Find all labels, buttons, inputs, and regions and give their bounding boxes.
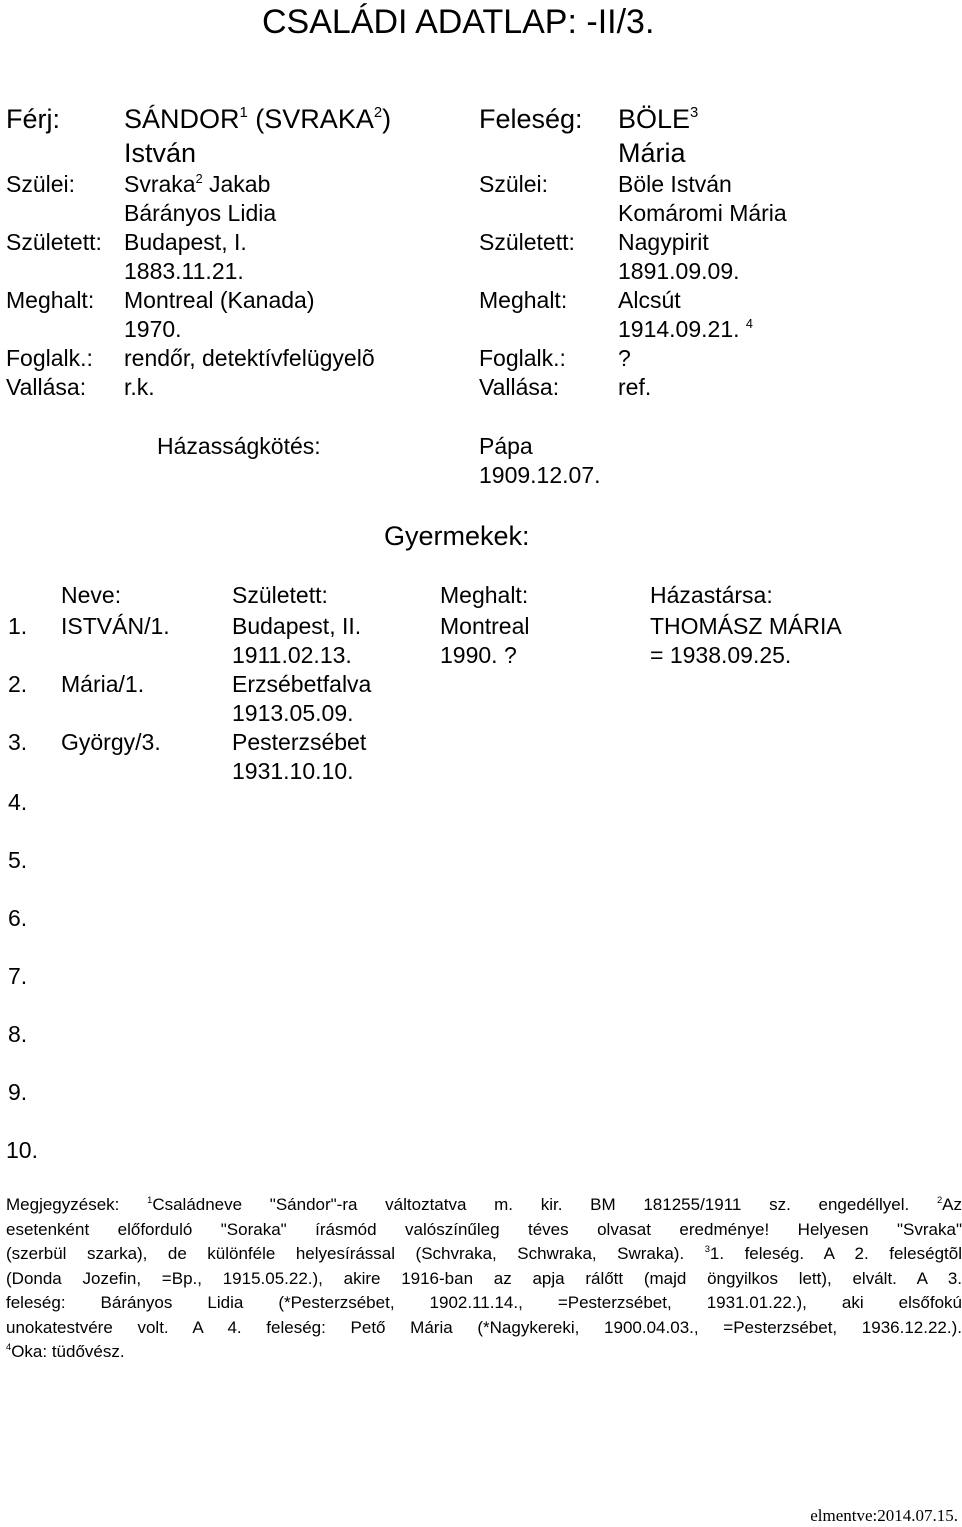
marriage-place: Pápa — [479, 433, 533, 459]
saved-date: elmentve:2014.07.15. — [810, 1506, 958, 1525]
child-1-died-date: 1990. ? — [440, 642, 517, 668]
wife-parents-label: Szülei: — [479, 171, 549, 197]
husband-religion: r.k. — [124, 374, 155, 400]
husband-died-place: Montreal (Kanada) — [124, 287, 315, 313]
child-2-born-date: 1913.05.09. — [232, 700, 354, 726]
child-3-born-place: Pesterzsébet — [232, 729, 367, 755]
child-3-name: György/3. — [61, 729, 161, 755]
col-header-born: Született: — [232, 582, 328, 608]
husband-occupation: rendőr, detektívfelügyelõ — [124, 345, 375, 371]
wife-died-label: Meghalt: — [479, 287, 568, 313]
husband-name-line1: SÁNDOR$^1$ (SVRAKA$^2$) — [124, 104, 392, 134]
child-1-died-place: Montreal — [440, 613, 530, 639]
child-2-num: 2. — [8, 671, 28, 697]
notes — [6, 1193, 962, 1365]
husband-born-place: Budapest, I. — [124, 229, 247, 255]
child-4-num: 4. — [8, 789, 28, 815]
col-header-died: Meghalt: — [440, 582, 529, 608]
husband-occupation-label: Foglalk.: — [6, 345, 93, 371]
husband-name-line2: István — [124, 138, 197, 168]
child-5-num: 5. — [8, 847, 28, 873]
wife-occupation-label: Foglalk.: — [479, 345, 566, 371]
child-6-num: 6. — [8, 905, 28, 931]
child-1-num: 1. — [8, 613, 28, 639]
notes-line-4: (Donda Jozefin, =Bp., 1915.05.22.), akire 1916-ban az apja rálőtt (majd öngyilkos lett), elvált. A 3. — [6, 1268, 962, 1288]
col-header-spouse: Házastársa: — [650, 582, 773, 608]
husband-father: Svraka$^2$ Jakab — [124, 171, 271, 197]
child-9-num: 9. — [8, 1079, 28, 1105]
notes-line-2: esetenként előforduló "Soraka" írásmód valószínűleg téves olvasat eredménye! Helyesen "Svraka" — [6, 1219, 962, 1239]
child-3-num: 3. — [8, 729, 28, 755]
husband-died-date: 1970. — [124, 316, 182, 342]
child-1-spouse-date: = 1938.09.25. — [650, 642, 792, 668]
child-2-name: Mária/1. — [61, 671, 145, 697]
wife-religion: ref. — [618, 374, 652, 400]
wife-born-place: Nagypirit — [618, 229, 709, 255]
wife-father: Böle István — [618, 171, 732, 197]
child-2-born-place: Erzsébetfalva — [232, 671, 372, 697]
wife-name-line2: Mária — [618, 138, 686, 168]
wife-label: Feleség: — [479, 104, 583, 134]
notes-line-1: Megjegyzések: $^1$Családneve "Sándor"-ra változtatva m. kir. BM 181255/1911 sz. engedéllyel. $^2$Az — [6, 1195, 962, 1214]
child-3-born-date: 1931.10.10. — [232, 758, 354, 784]
child-1-born-place: Budapest, II. — [232, 613, 362, 639]
child-10-num: 10. — [6, 1137, 38, 1163]
wife-mother: Komáromi Mária — [618, 200, 787, 226]
notes-line-5: feleség: Bárányos Lidia (*Pesterzsébet, 1902.11.14., =Pesterzsébet, 1931.01.22.), aki elsőfokú — [6, 1293, 962, 1312]
wife-name-line1: BÖLE$^3$ — [618, 104, 699, 134]
husband-born-date: 1883.11.21. — [124, 258, 244, 284]
notes-line-7: $^4$Oka: tüdővész. — [6, 1342, 125, 1361]
wife-born-label: Született: — [479, 229, 575, 255]
page-title: CSALÁDI ADATLAP: -II/3. — [262, 3, 655, 41]
marriage-label: Házasságkötés: — [157, 433, 321, 459]
wife-born-date: 1891.09.09. — [618, 258, 740, 284]
wife-died-place: Alcsút — [618, 287, 681, 313]
husband-religion-label: Vallása: — [6, 374, 87, 400]
husband-mother: Bárányos Lidia — [124, 200, 277, 226]
husband-parents-label: Szülei: — [6, 171, 76, 197]
notes-line-6: unokatestvére volt. A 4. feleség: Pető Mária (*Nagykereki, 1900.04.03., =Pesterzsébet, 1936.12.22.). — [6, 1317, 962, 1337]
wife-occupation: ? — [618, 345, 631, 371]
children-heading: Gyermekek: — [384, 521, 530, 551]
marriage-date: 1909.12.07. — [479, 462, 601, 488]
child-1-spouse: THOMÁSZ MÁRIA — [650, 613, 842, 639]
husband-label: Férj: — [6, 104, 60, 134]
child-1-born-date: 1911.02.13. — [232, 642, 352, 668]
notes-line-3: (szerbül szarka), de különféle helyesírással (Schvraka, Schwraka, Swraka). $^3$1. feleség. A 2. feleségtõl — [6, 1244, 962, 1263]
child-7-num: 7. — [8, 963, 28, 989]
col-header-name: Neve: — [61, 582, 122, 608]
child-1-name: ISTVÁN/1. — [61, 613, 170, 639]
husband-died-label: Meghalt: — [6, 287, 95, 313]
child-8-num: 8. — [8, 1021, 28, 1047]
husband-born-label: Született: — [6, 229, 102, 255]
wife-died-date: 1914.09.21. $^4$ — [618, 316, 753, 342]
wife-religion-label: Vallása: — [479, 374, 560, 400]
